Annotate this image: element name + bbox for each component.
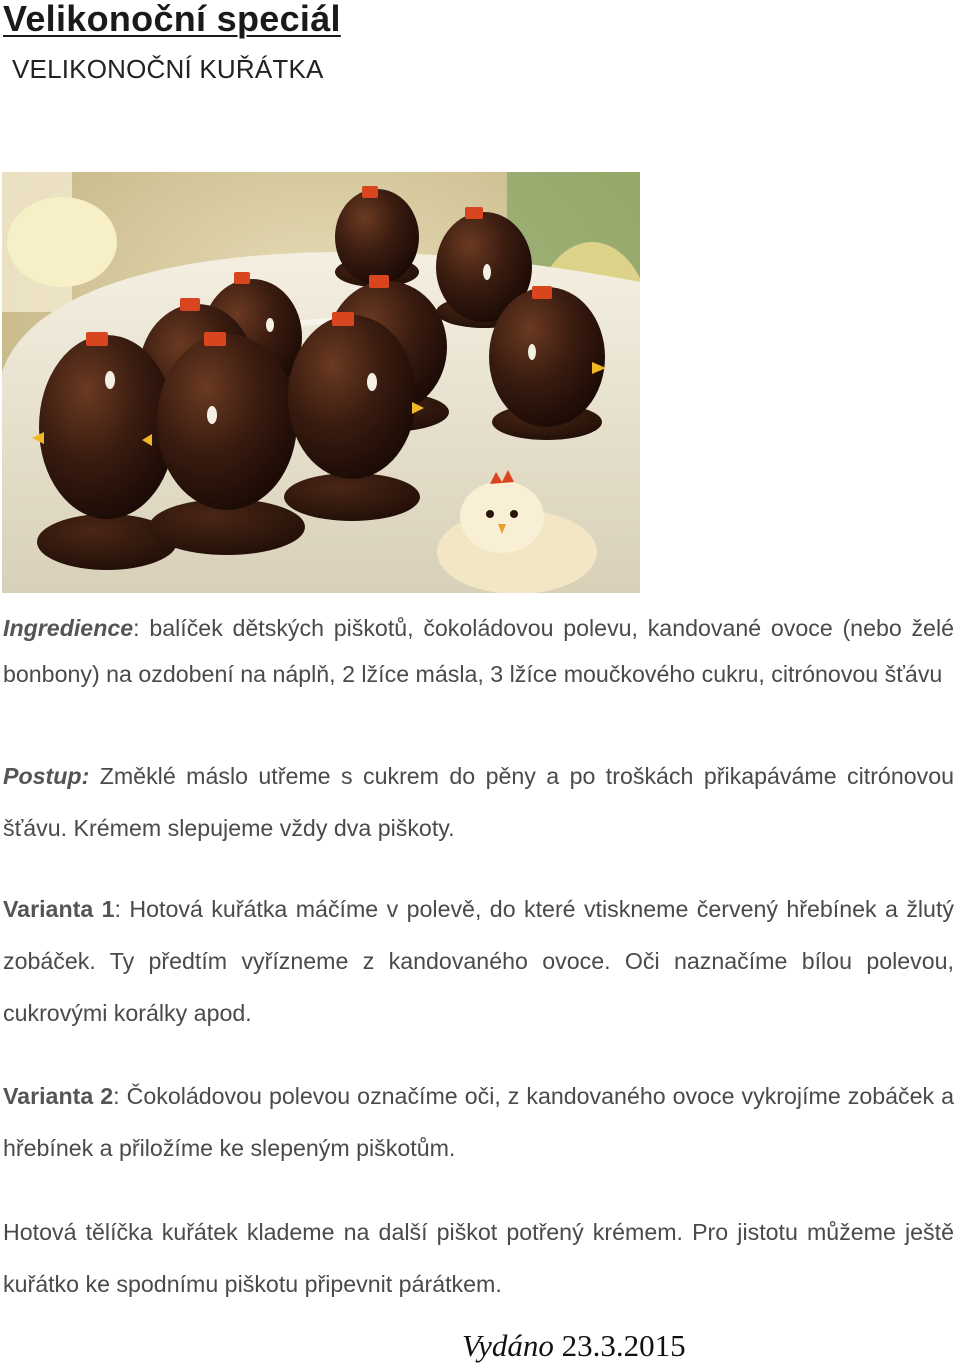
recipe-subtitle: VELIKONOČNÍ KUŘÁTKA	[12, 54, 324, 84]
variant-2-text: Čokoládovou polevou označíme oči, z kandovaného ovoce vykrojíme zobáček a hřebínek a přiložíme ke slepeným piškotům.	[3, 1083, 954, 1161]
ingredients-paragraph	[3, 605, 954, 697]
issued-label: Vydáno	[462, 1328, 554, 1363]
variant-2-separator: :	[113, 1083, 120, 1109]
variant-1-text: Hotová kuřátka máčíme v polevě, do které vtiskneme červený hřebínek a žlutý zobáček. Ty předtím vyřízneme z kandovaného ovoce. Oči naznačíme bílou polevou, cukrovými korálky apod.	[3, 896, 954, 1026]
variant-1-label: Varianta 1	[3, 896, 115, 922]
variant-1-paragraph	[3, 883, 954, 1039]
issued-date-value: 23.3.2015	[553, 1328, 686, 1363]
variant-2-paragraph	[3, 1070, 954, 1174]
ingredients-separator: :	[133, 615, 140, 641]
procedure-label: Postup:	[3, 763, 90, 789]
issued-date	[462, 1328, 686, 1364]
chocolate-chicks-photo	[2, 172, 640, 593]
ingredients-text: balíček dětských piškotů, čokoládovou polevu, kandované ovoce (nebo želé bonbony) na ozdobení na náplň, 2 lžíce másla, 3 lžíce moučkového cukru, citrónovou šťávu	[3, 615, 954, 687]
variant-1-separator: :	[114, 896, 121, 922]
variant-2-label: Varianta 2	[3, 1083, 114, 1109]
ingredients-label: Ingredience	[3, 615, 134, 641]
procedure-paragraph	[3, 750, 954, 854]
page-title: Velikonoční speciál	[3, 0, 341, 39]
final-paragraph	[3, 1206, 954, 1310]
final-text: Hotová tělíčka kuřátek klademe na další piškot potřený krémem. Pro jistotu můžeme ještě kuřátko ke spodnímu piškotu připevnit párátkem.	[3, 1219, 954, 1297]
procedure-text: Změklé máslo utřeme s cukrem do pěny a po troškách přikapáváme citrónovou šťávu. Krémem slepujeme vždy dva piškoty.	[3, 763, 954, 841]
